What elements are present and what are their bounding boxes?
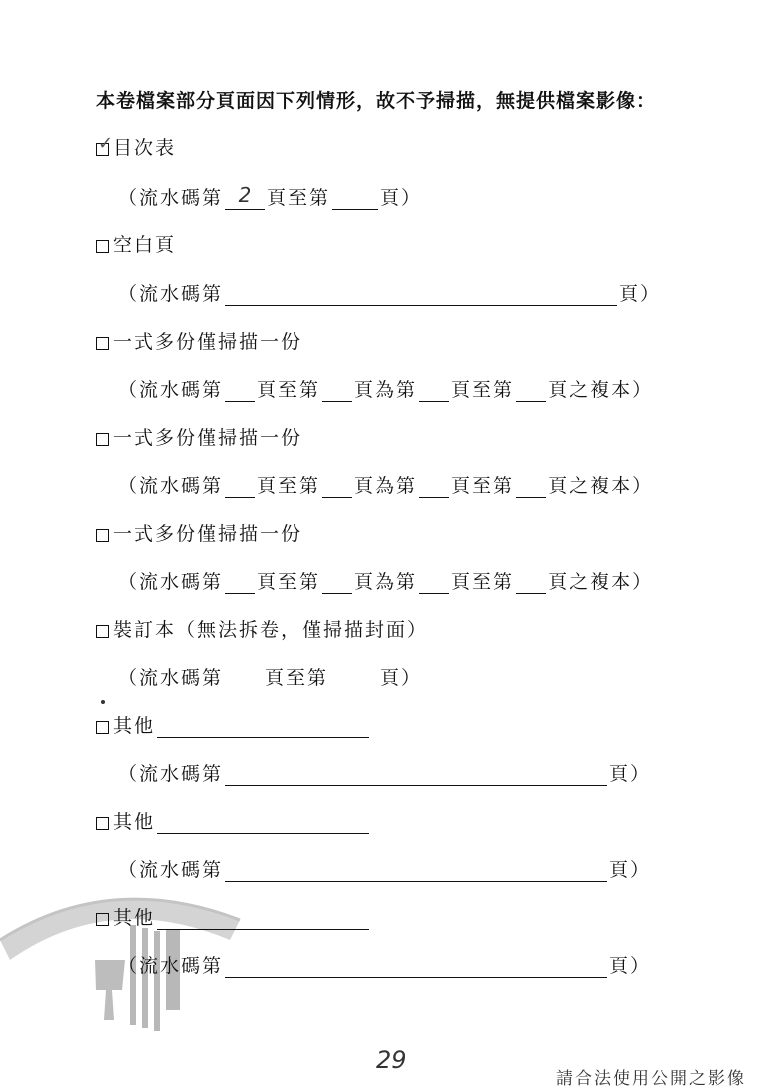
option-label: 其他 (113, 907, 156, 929)
option-multiple-copies (96, 522, 302, 546)
from-page-blank (225, 183, 265, 210)
checkbox-empty (96, 625, 109, 638)
page-range-line (118, 183, 423, 210)
option-table-of-contents (96, 133, 177, 160)
page-blank (322, 573, 352, 594)
option-multiple-copies (96, 330, 302, 354)
checkbox-empty (96, 433, 109, 446)
range-suffix: 頁） (609, 763, 652, 785)
option-label: 一式多份僅掃描一份 (113, 523, 303, 545)
option-multiple-copies (96, 426, 302, 450)
option-label: 目次表 (113, 137, 177, 159)
checkbox-empty (96, 817, 109, 830)
page-number-blank (225, 957, 607, 978)
handwritten-check-icon: ✓ (98, 133, 114, 154)
checkbox-empty (96, 240, 109, 253)
page-range-line (118, 570, 653, 594)
range-text: 頁至第 (451, 571, 515, 593)
page-blank (516, 477, 546, 498)
document-heading: 本卷檔案部分頁面因下列情形，故不予掃描，無提供檔案影像： (96, 90, 657, 112)
option-bound-volume (96, 618, 428, 642)
other-description-blank (157, 717, 369, 738)
option-label: 一式多份僅掃描一份 (113, 427, 303, 449)
range-prefix: （流水碼第 (118, 571, 224, 593)
checkbox-empty (96, 913, 109, 926)
range-suffix: 頁） (609, 859, 652, 881)
page-blank (225, 381, 255, 402)
option-label: 其他 (113, 811, 156, 833)
to-page-blank (332, 189, 378, 210)
range-prefix: （流水碼第 (118, 379, 224, 401)
page-range-line (118, 858, 651, 882)
checkbox-empty (96, 529, 109, 542)
option-label: 裝訂本（無法拆卷，僅掃描封面） (113, 619, 429, 641)
page-blank (322, 477, 352, 498)
page-blank (419, 477, 449, 498)
checkbox-empty (96, 337, 109, 350)
range-text: 頁為第 (354, 475, 418, 497)
range-text: 頁為第 (354, 379, 418, 401)
option-blank-page (96, 233, 176, 257)
range-prefix: （流水碼第 (118, 859, 224, 881)
range-text: 頁至第 (257, 379, 321, 401)
range-prefix: （流水碼第 (118, 763, 224, 785)
other-description-blank (157, 909, 369, 930)
page-range-line (118, 378, 653, 402)
page-blank (419, 381, 449, 402)
range-suffix: 頁） (380, 187, 423, 209)
range-prefix: （流水碼第 (118, 667, 224, 689)
page-blank (516, 381, 546, 402)
page-range-line (118, 762, 651, 786)
usage-notice-footer: 請合法使用公開之影像 (556, 1069, 746, 1089)
range-mid: 頁至第 (267, 187, 331, 209)
handwritten-page-number: 29 (376, 1046, 407, 1074)
range-suffix: 頁之複本） (548, 475, 654, 497)
range-prefix: （流水碼第 (118, 475, 224, 497)
page-blank (419, 573, 449, 594)
range-suffix: 頁之複本） (548, 571, 654, 593)
page-blank (322, 381, 352, 402)
page-range-line (118, 954, 651, 978)
option-other (96, 714, 371, 738)
range-suffix: 頁） (609, 955, 652, 977)
page-range-line (118, 666, 422, 690)
page-number-blank (225, 285, 617, 306)
page-blank (225, 573, 255, 594)
range-suffix: 頁） (619, 283, 662, 305)
option-other (96, 906, 371, 930)
page-number-blank (225, 765, 607, 786)
page-range-line (118, 282, 661, 306)
page-number-blank (225, 861, 607, 882)
range-text: 頁至第 (451, 379, 515, 401)
option-label: 空白頁 (113, 234, 177, 256)
scan-speck (101, 700, 105, 704)
checkbox-checked (96, 133, 114, 156)
range-text: 頁為第 (354, 571, 418, 593)
range-prefix: （流水碼第 (118, 283, 224, 305)
option-label: 其他 (113, 715, 156, 737)
option-label: 一式多份僅掃描一份 (113, 331, 303, 353)
range-text: 頁至第 (257, 475, 321, 497)
page-blank (225, 477, 255, 498)
page-blank (516, 573, 546, 594)
option-other (96, 810, 371, 834)
range-prefix: （流水碼第 (118, 955, 224, 977)
range-suffix: 頁之複本） (548, 379, 654, 401)
page-range-line (118, 474, 653, 498)
range-suffix: 頁） (380, 667, 423, 689)
range-text: 頁至第 (451, 475, 515, 497)
range-prefix: （流水碼第 (118, 187, 224, 209)
range-mid: 頁至第 (265, 667, 329, 689)
other-description-blank (157, 813, 369, 834)
range-text: 頁至第 (257, 571, 321, 593)
handwritten-page-from: 2 (238, 183, 252, 207)
checkbox-empty (96, 721, 109, 734)
